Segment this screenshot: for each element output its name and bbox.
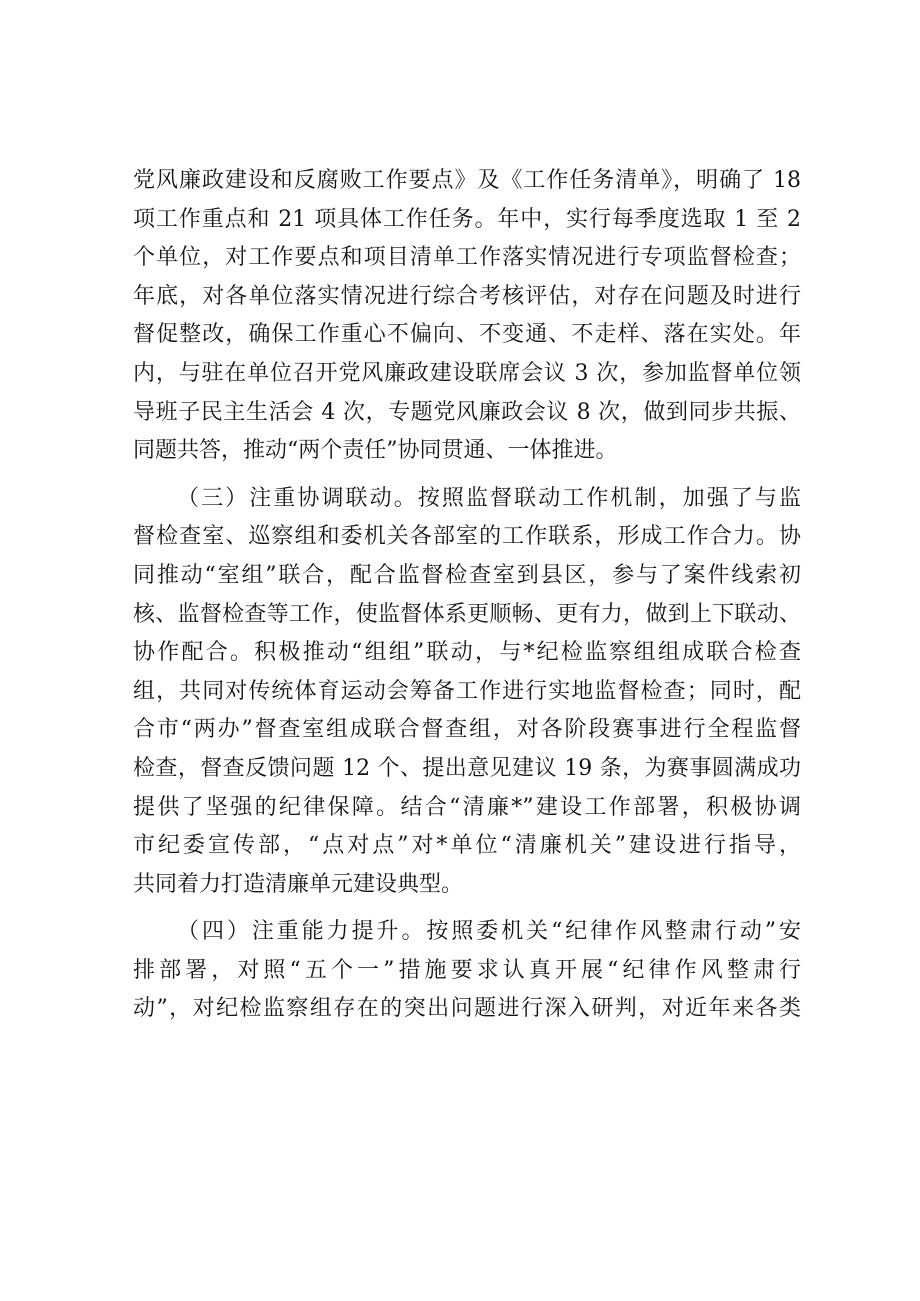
- text-line: 核、监督检查等工作，使监督体系更顺畅、更有力，做到上下联动、: [133, 601, 801, 627]
- text-line: 党风廉政建设和反腐败工作要点》及《工作任务清单》，明确了 18: [133, 168, 801, 193]
- text-line: 督检查室、巡察组和委机关各部室的工作联系，形成工作合力。协: [133, 524, 801, 550]
- text-line: （三）注重协调联动。按照监督联动工作机制，加强了与监: [177, 485, 801, 511]
- document-body: [133, 162, 801, 1038]
- text-line: （四）注重能力提升。按照委机关“纪律作风整肃行动”安: [177, 919, 801, 945]
- text-line: 协作配合。积极推动“组组”联动，与*纪检监察组组成联合检查: [133, 640, 801, 666]
- text-line: 项工作重点和 21 项具体工作任务。年中，实行每季度选取 1 至 2: [133, 206, 801, 232]
- text-line: 组，共同对传统体育运动会筹备工作进行实地监督检查；同时，配: [133, 678, 801, 704]
- text-line: 市纪委宣传部，“点对点”对*单位“清廉机关”建设进行指导，: [133, 833, 801, 859]
- text-line: 个单位，对工作要点和项目清单工作落实情况进行专项监督检查；: [133, 245, 801, 271]
- text-line: 动”，对纪检监察组存在的突出问题进行深入研判，对近年来各类: [133, 996, 801, 1022]
- paragraph-1: [133, 162, 801, 471]
- text-line: 年底，对各单位落实情况进行综合考核评估，对存在问题及时进行: [133, 283, 801, 309]
- text-line: 导班子民主生活会 4 次，专题党风廉政会议 8 次，做到同步共振、: [133, 399, 801, 425]
- text-line: 合市“两办”督查室组成联合督查组，对各阶段赛事进行全程监督: [133, 717, 801, 743]
- paragraph-3-capacity: [133, 913, 801, 1029]
- text-line: 检查，督查反馈问题 12 个、提出意见建议 19 条，为赛事圆满成功: [133, 755, 801, 781]
- text-line: 提供了坚强的纪律保障。结合“清廉*”建设工作部署，积极协调: [133, 794, 801, 820]
- text-line: 同题共答，推动“两个责任”协同贯通、一体推进。: [133, 438, 618, 464]
- text-line: 内，与驻在单位召开党风廉政建设联席会议 3 次，参加监督单位领: [133, 360, 801, 386]
- text-line: 排部署，对照“五个一”措施要求认真开展“纪律作风整肃行: [133, 957, 801, 983]
- text-line: 督促整改，确保工作重心不偏向、不变通、不走样、落在实处。年: [133, 322, 801, 348]
- paragraph-2-coordination: [133, 480, 801, 905]
- text-line: 共同着力打造清廉单元建设典型。: [133, 871, 464, 897]
- text-line: 同推动“室组”联合，配合监督检查室到县区，参与了案件线索初: [133, 562, 801, 588]
